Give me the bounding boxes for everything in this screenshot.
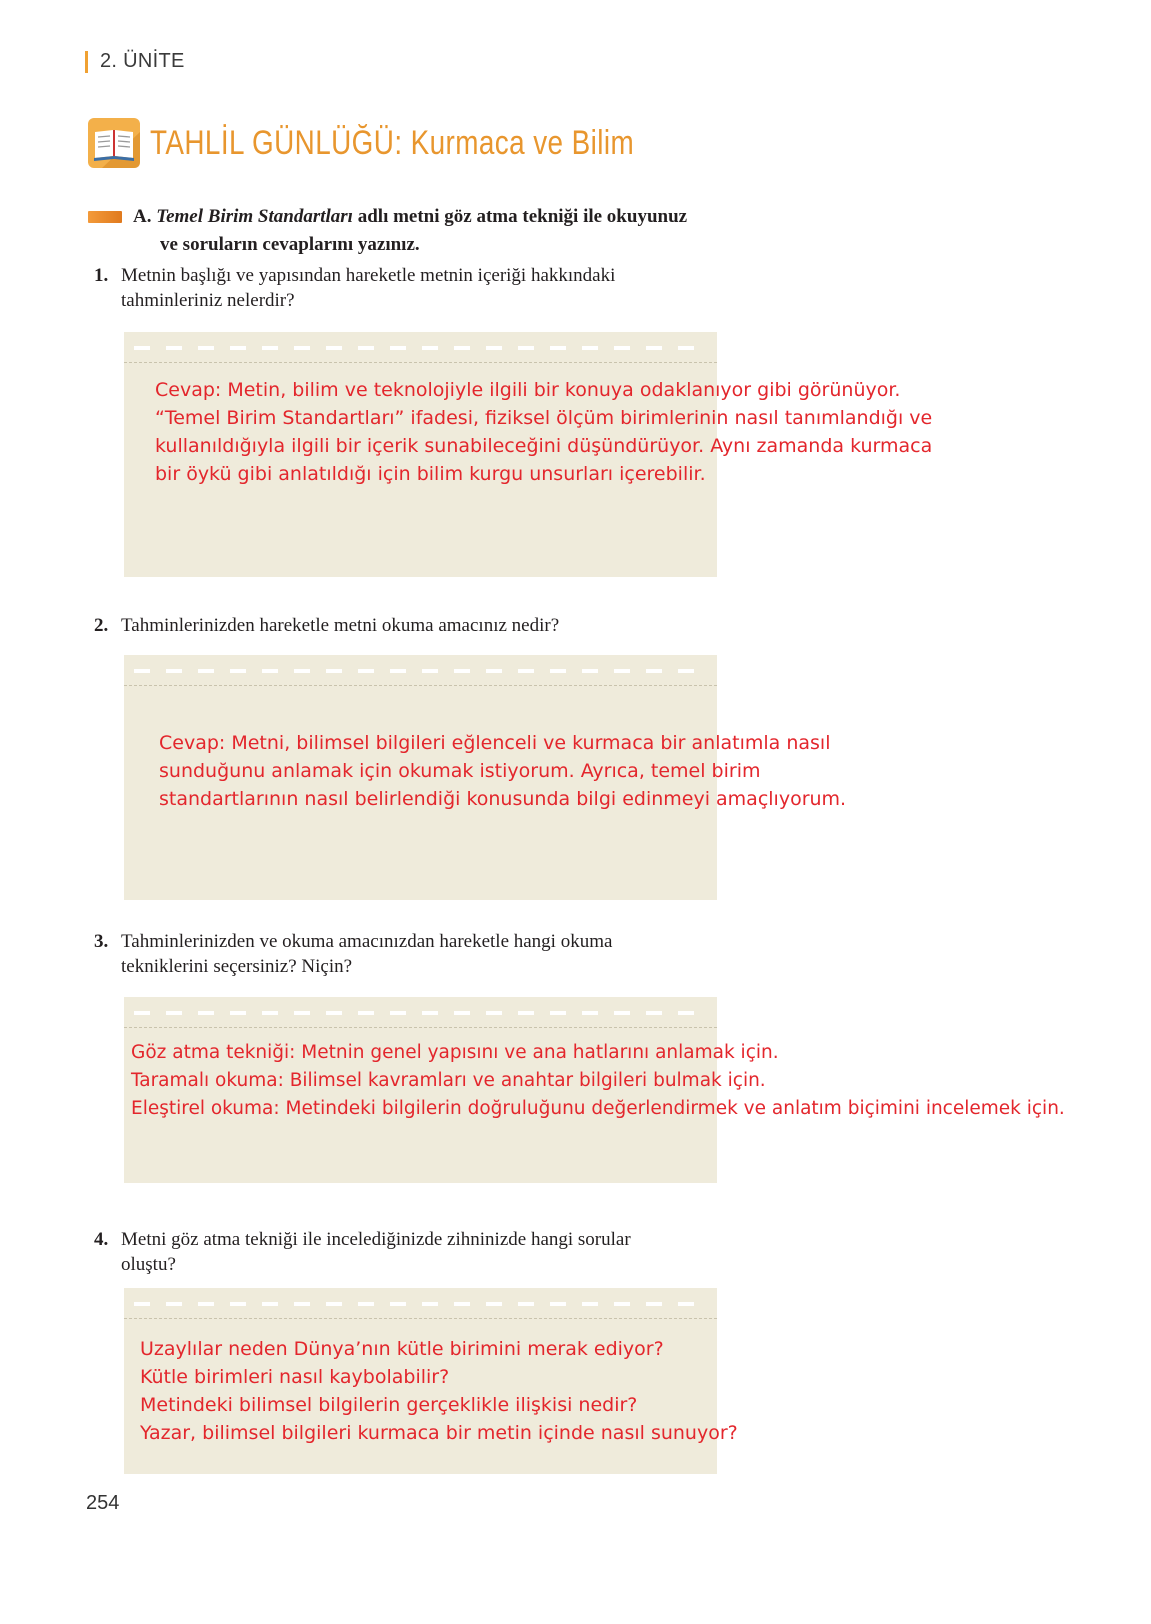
answer-line: Cevap: Metni, bilimsel bilgileri eğlenceli ve kurmaca bir anlatımla nasıl — [159, 732, 831, 754]
question-number: 1. — [94, 265, 109, 286]
dotted-divider — [124, 685, 717, 686]
page-number: 254 — [86, 1492, 120, 1514]
question-4 — [94, 1227, 681, 1277]
question-line: Metni göz atma tekniği ile incelediğinizde zihninizde hangi sorular — [121, 1229, 631, 1250]
answer-line: Taramalı okuma: Bilimsel kavramları ve anahtar bilgileri bulmak için. — [131, 1070, 766, 1091]
dotted-divider — [124, 1027, 717, 1028]
section-title — [88, 118, 740, 168]
book-icon — [88, 118, 140, 168]
answer-2 — [159, 729, 846, 813]
dash-decoration — [134, 1011, 709, 1015]
question-number: 2. — [94, 615, 109, 636]
dash-decoration — [134, 669, 709, 673]
answer-1 — [155, 376, 932, 488]
answer-line: sunduğunu anlamak için okumak istiyorum. Ayrıca, temel birim — [159, 760, 761, 782]
answer-line: Uzaylılar neden Dünya’nın kütle birimini merak ediyor? — [140, 1338, 664, 1360]
question-3 — [94, 929, 681, 979]
answer-line: Yazar, bilimsel bilgileri kurmaca bir metin içinde nasıl sunuyor? — [140, 1422, 738, 1444]
dotted-divider — [124, 362, 717, 363]
question-line: Metnin başlığı ve yapısından hareketle metnin içeriği hakkındaki — [121, 265, 616, 286]
dash-decoration — [134, 346, 709, 350]
instruction-text: adlı metni göz atma tekniği ile okuyunuz — [352, 206, 688, 227]
answer-4 — [140, 1335, 738, 1447]
answer-line: bir öykü gibi anlatıldığı için bilim kurgu unsurları içerebilir. — [155, 463, 706, 485]
unit-header — [85, 50, 185, 73]
unit-accent-bar — [85, 51, 88, 73]
question-line: oluştu? — [121, 1254, 176, 1275]
dash-decoration — [134, 1302, 709, 1306]
answer-line: Metindeki bilimsel bilgilerin gerçeklikle ilişkisi nedir? — [140, 1394, 638, 1416]
page-title: TAHLİL GÜNLÜĞÜ: Kurmaca ve Bilim — [150, 123, 635, 162]
answer-3 — [131, 1039, 1065, 1123]
answer-line: kullanıldığıyla ilgili bir içerik sunabileceğini düşündürüyor. Aynı zamanda kurmaca — [155, 435, 933, 457]
work-title: Temel Birim Standartları — [156, 206, 353, 227]
section-marker — [88, 211, 122, 223]
unit-label: 2. ÜNİTE — [100, 50, 185, 72]
question-number: 4. — [94, 1229, 109, 1250]
question-line: tekniklerini seçersiniz? Niçin? — [121, 956, 353, 977]
section-a-instruction — [88, 203, 773, 259]
question-line: tahminleriniz nelerdir? — [121, 290, 295, 311]
dotted-divider — [124, 1318, 717, 1319]
question-number: 3. — [94, 931, 109, 952]
answer-line: Kütle birimleri nasıl kaybolabilir? — [140, 1366, 450, 1388]
answer-line: “Temel Birim Standartları” ifadesi, fiziksel ölçüm birimlerinin nasıl tanımlandığı ve — [155, 407, 933, 429]
question-line: Tahminlerinizden ve okuma amacınızdan hareketle hangi okuma — [121, 931, 613, 952]
question-line: Tahminlerinizden hareketle metni okuma amacınız nedir? — [121, 615, 560, 636]
section-letter: A. — [133, 206, 152, 227]
answer-line: Eleştirel okuma: Metindeki bilgilerin doğruluğunu değerlendirmek ve anlatım biçimini incelemek için. — [131, 1098, 1065, 1119]
answer-line: standartlarının nasıl belirlendiği konusunda bilgi edinmeyi amaçlıyorum. — [159, 788, 847, 810]
answer-line: Cevap: Metin, bilim ve teknolojiyle ilgili bir konuya odaklanıyor gibi görünüyor. — [155, 379, 901, 401]
question-2 — [94, 613, 681, 638]
instruction-text-line2: ve soruların cevaplarını yazınız. — [160, 234, 420, 255]
question-1 — [94, 263, 681, 313]
answer-line: Göz atma tekniği: Metnin genel yapısını ve ana hatlarını anlamak için. — [131, 1042, 779, 1063]
